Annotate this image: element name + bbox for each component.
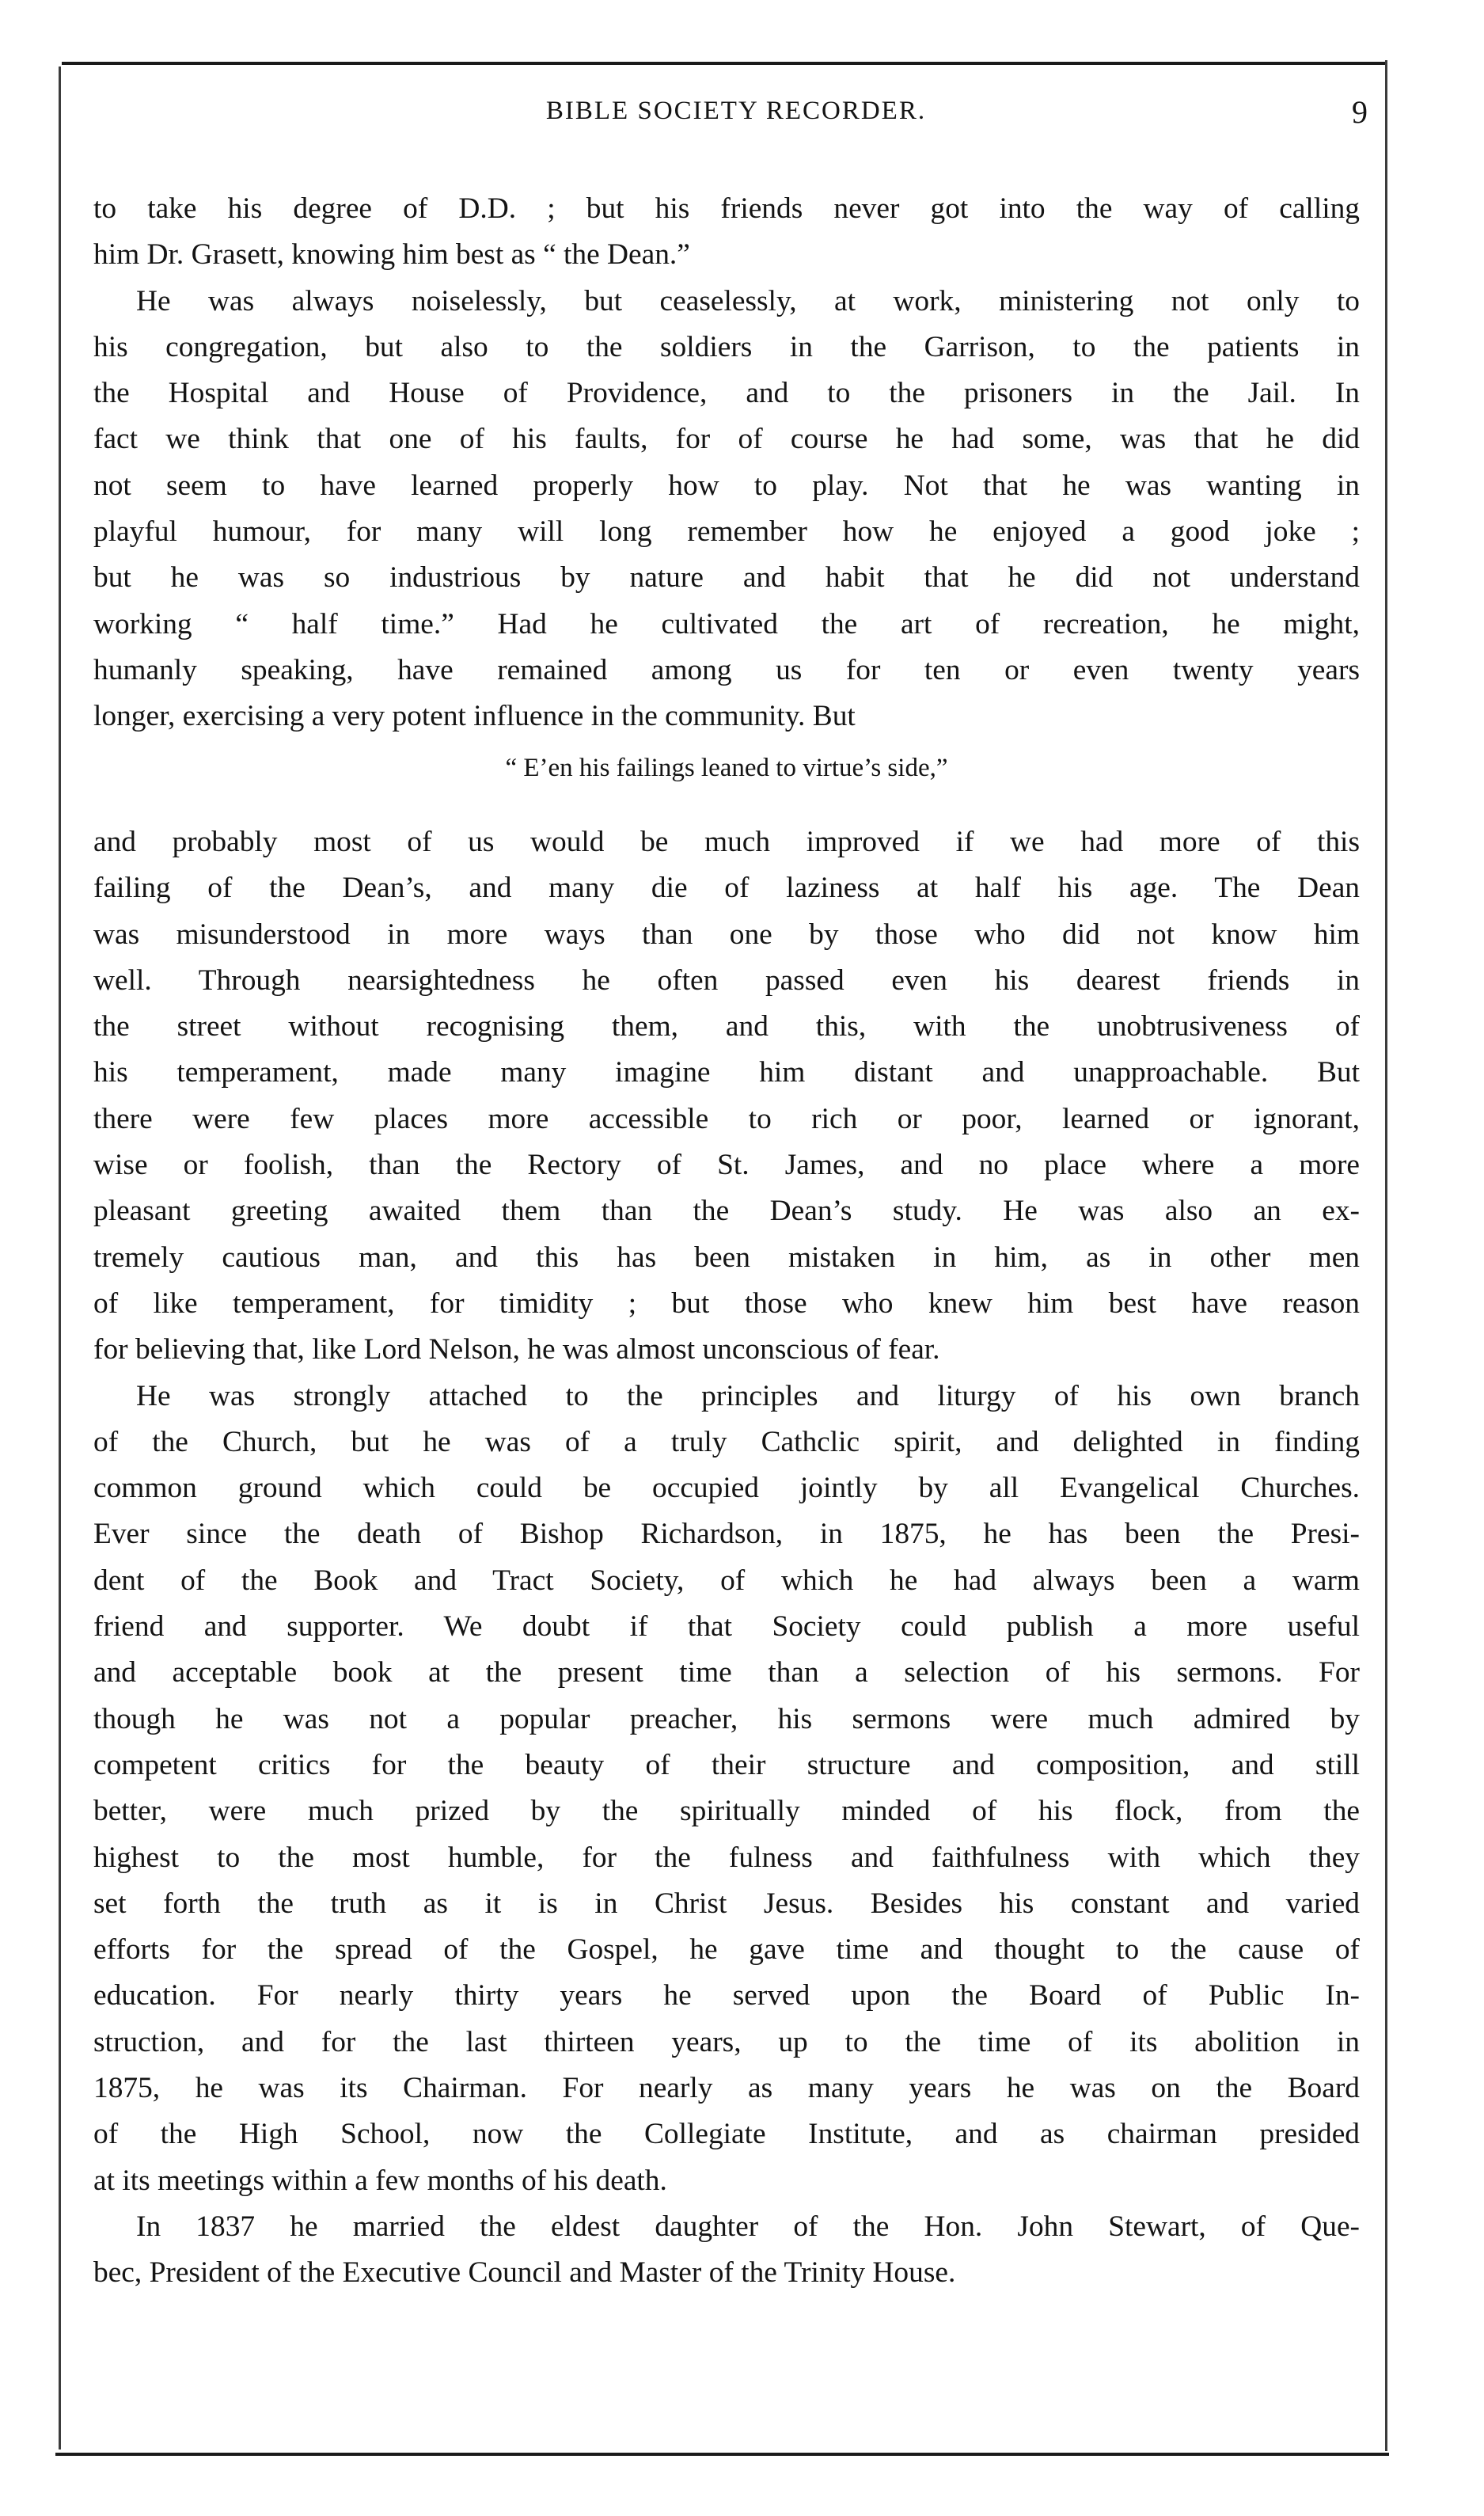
body-paragraphs-lower <box>93 819 1360 2297</box>
text-line: at its meetings within a few months of his death. <box>93 2164 667 2197</box>
text-line: pleasant greeting awaited them than the Dean’s study. He was also an ex- <box>93 1195 1360 1228</box>
text-line: bec, President of the Executive Council and Master of the Trinity House. <box>93 2256 956 2290</box>
body-paragraphs-upper <box>93 186 1360 740</box>
text-line: tremely cautious man, and this has been mistaken in him, as in other men <box>93 1241 1360 1274</box>
text-line: wise or foolish, than the Rectory of St. James, and no place where a more <box>93 1149 1360 1182</box>
text-line: though he was not a popular preacher, his sermons were much admired by <box>93 1702 1360 1735</box>
text-line: fact we think that one of his faults, for of course he had some, was that he did <box>93 423 1360 456</box>
text-line: dent of the Book and Tract Society, of which he had always been a warm <box>93 1564 1360 1597</box>
text-line: competent critics for the beauty of their structure and composition, and still <box>93 1748 1360 1781</box>
text-line: friend and supporter. We doubt if that Society could publish a more useful <box>93 1610 1360 1644</box>
poetry-quotation: “ E’en his failings leaned to virtue’s side,” <box>505 754 948 782</box>
text-line: for believing that, like Lord Nelson, he was almost unconscious of fear. <box>93 1333 940 1366</box>
text-line: his temperament, made many imagine him distant and unapproachable. But <box>93 1056 1360 1089</box>
text-line: common ground which could be occupied jointly by all Evangelical Churches. <box>93 1472 1360 1505</box>
text-line: and acceptable book at the present time than a selection of his sermons. For <box>93 1656 1360 1689</box>
right-border <box>1385 60 1387 2451</box>
text-line: his congregation, but also to the soldiers in the Garrison, to the patients in <box>93 330 1360 363</box>
text-line: working “ half time.” Had he cultivated the art of recreation, he might, <box>93 607 1360 640</box>
text-line: of the Church, but he was of a truly Cathclic spirit, and delighted in finding <box>93 1425 1360 1458</box>
page-number: 9 <box>1352 94 1368 130</box>
text-line: well. Through nearsightedness he often passed even his dearest friends in <box>93 963 1360 997</box>
text-line: there were few places more accessible to rich or poor, learned or ignorant, <box>93 1102 1360 1135</box>
paragraph-start-line: He was strongly attached to the principles and liturgy of his own branch <box>136 1379 1360 1412</box>
page-header-title: BIBLE SOCIETY RECORDER. <box>545 97 927 125</box>
text-line: not seem to have learned properly how to play. Not that he was wanting in <box>93 469 1360 502</box>
text-line: Ever since the death of Bishop Richardson, in 1875, he has been the Presi- <box>93 1518 1360 1551</box>
text-line: struction, and for the last thirteen years, up to the time of its abolition in <box>93 2025 1360 2058</box>
text-line: 1875, he was its Chairman. For nearly as many years he was on the Board <box>93 2072 1360 2105</box>
bottom-rule <box>55 2453 1389 2456</box>
text-line: better, were much prized by the spiritually minded of his flock, from the <box>93 1795 1360 1828</box>
text-line: failing of the Dean’s, and many die of laziness at half his age. The Dean <box>93 872 1360 905</box>
text-line: but he was so industrious by nature and habit that he did not understand <box>93 561 1360 595</box>
paragraph-start-line: He was always noiselessly, but ceaselessly, at work, ministering not only to <box>136 284 1360 317</box>
text-line: to take his degree of D.D. ; but his friends never got into the way of calling <box>93 192 1360 225</box>
text-line: playful humour, for many will long remember how he enjoyed a good joke ; <box>93 515 1360 549</box>
text-line: efforts for the spread of the Gospel, he gave time and thought to the cause of <box>93 1933 1360 1967</box>
text-line: education. For nearly thirty years he served upon the Board of Public In- <box>93 1979 1360 2012</box>
paragraph-start-line: In 1837 he married the eldest daughter of the Hon. John Stewart, of Que- <box>136 2210 1360 2243</box>
text-line: set forth the truth as it is in Christ Jesus. Besides his constant and varied <box>93 1887 1360 1920</box>
running-head <box>87 94 1385 136</box>
text-line: of the High School, now the Collegiate Institute, and as chairman presided <box>93 2118 1360 2151</box>
left-border <box>59 67 61 2449</box>
text-line: longer, exercising a very potent influence in the community. But <box>93 700 856 733</box>
top-rule <box>62 62 1385 65</box>
text-line: was misunderstood in more ways than one by those who did not know him <box>93 918 1360 951</box>
text-line: highest to the most humble, for the fulness and faithfulness with which they <box>93 1841 1360 1874</box>
text-line: the Hospital and House of Providence, and to the prisoners in the Jail. In <box>93 377 1360 410</box>
text-line: and probably most of us would be much improved if we had more of this <box>93 826 1360 858</box>
text-line: humanly speaking, have remained among us for ten or even twenty years <box>93 653 1360 686</box>
text-line: the street without recognising them, and this, with the unobtrusiveness of <box>93 1010 1360 1043</box>
text-line: him Dr. Grasett, knowing him best as “ the Dean.” <box>93 238 690 272</box>
text-line: of like temperament, for timidity ; but those who knew him best have reason <box>93 1287 1360 1320</box>
